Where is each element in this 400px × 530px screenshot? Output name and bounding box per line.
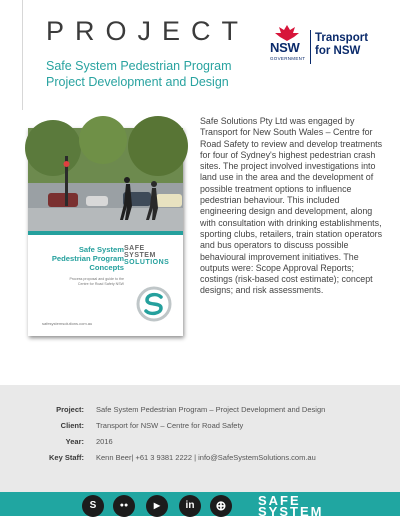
transport-for-nsw-logo xyxy=(270,24,382,68)
project-subtitle xyxy=(46,58,232,90)
key-staff-value[interactable]: Kenn Beer| +61 3 9381 2222 | info@SafeSystemSolutions.com.au xyxy=(96,453,316,462)
logo-divider xyxy=(310,30,311,64)
footer-bar xyxy=(0,492,400,530)
info-row-year xyxy=(0,435,400,449)
cover-tagline xyxy=(38,277,124,287)
key-staff-label: Key Staff: xyxy=(48,453,84,462)
year-label: Year: xyxy=(65,437,84,446)
year-value: 2016 xyxy=(96,437,113,446)
linkedin-icon[interactable]: in xyxy=(179,495,201,517)
cover-tagline-line-2: Centre for Road Safety NSW xyxy=(77,282,124,286)
safe-system-s-icon[interactable]: S xyxy=(82,495,104,517)
footer-brand-line-3: SOLUTIONS xyxy=(258,515,352,530)
globe-icon[interactable]: ⊕ xyxy=(210,495,232,517)
page-title: PROJECT xyxy=(46,16,250,46)
footer-brand-line-2: SYSTEM xyxy=(258,504,324,519)
nsw-government-text: GOVERNMENT xyxy=(270,56,306,61)
project-value: Safe System Pedestrian Program – Project Development and Design xyxy=(96,405,326,414)
cover-title xyxy=(38,245,124,272)
cover-title-line-2: Pedestrian Program xyxy=(51,254,124,263)
tfnsw-line-2: for NSW xyxy=(315,45,361,57)
cover-title-line-1: Safe System xyxy=(78,245,124,254)
cover-title-line-3: Concepts xyxy=(89,263,124,272)
info-row-client xyxy=(0,419,400,433)
cover-brand-line-1: SAFE xyxy=(124,245,145,252)
info-row-key-staff xyxy=(0,451,400,465)
youtube-icon[interactable]: ▶ xyxy=(146,495,168,517)
safe-system-s-icon xyxy=(136,286,172,322)
cover-brand-line-3: SOLUTIONS xyxy=(124,259,170,266)
divider-line xyxy=(22,0,23,110)
info-row-project xyxy=(0,403,400,417)
subtitle-line-2: Project Development and Design xyxy=(46,75,229,89)
flickr-icon[interactable]: ●● xyxy=(113,495,135,517)
cover-url: safesystemsolutions.com.au xyxy=(42,321,93,326)
header xyxy=(0,0,400,112)
project-label: Project: xyxy=(56,405,84,414)
tfnsw-line-1: Transport xyxy=(315,32,369,44)
footer-brand-line-1: SAFE xyxy=(258,493,301,508)
report-cover-image xyxy=(28,128,183,336)
subtitle-line-1: Safe System Pedestrian Program xyxy=(46,59,232,73)
nsw-wordmark: NSW xyxy=(270,40,300,55)
project-info-panel xyxy=(0,385,400,492)
street-photo xyxy=(28,128,183,235)
footer-brand-logo xyxy=(258,495,398,528)
client-value: Transport for NSW – Centre for Road Safety xyxy=(96,421,244,430)
project-description: Safe Solutions Pty Ltd was engaged by Transport for New South Wales – Centre for Road Safety to review and develop treatments for four of Sydney's highest pedestrian crash sites. The project involved investigations into land use in the area and the development of possible treatment options to influence pedestrian behaviour. This included engineering design and development, along with consultation with drinking establishments, sporting clubs, retailers, train station operators and bus operators to discuss possible behavioural improvement initiatives. The outputs were: Scope Approval Reports; costings (risk-based cost estimate); concept designs; and risk assessments. xyxy=(200,116,383,296)
client-label: Client: xyxy=(60,421,84,430)
cover-brand-line-2: SYSTEM xyxy=(124,252,156,259)
cover-tagline-line-1: Process proposal and guide to the xyxy=(69,277,124,281)
cover-brand-logo xyxy=(124,245,180,266)
tfnsw-wordmark xyxy=(315,32,368,58)
